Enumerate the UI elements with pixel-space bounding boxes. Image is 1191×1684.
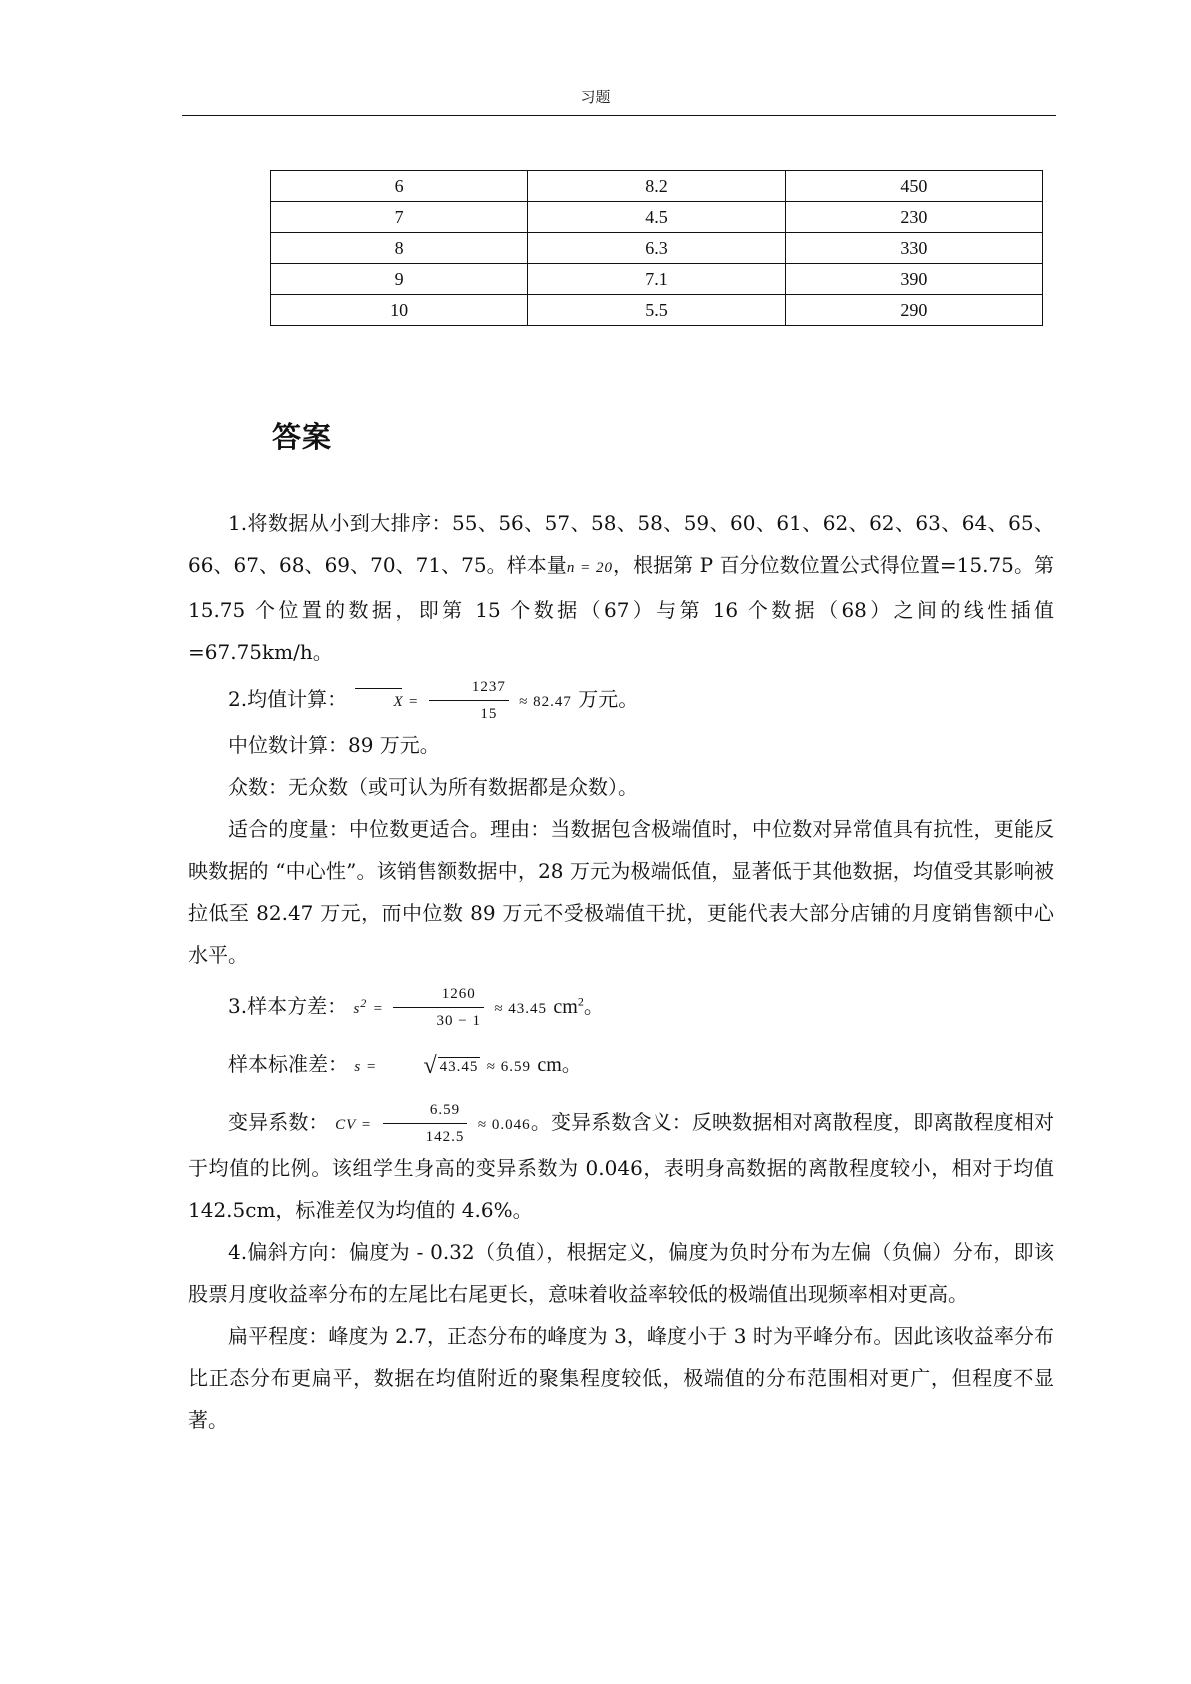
mean-numerator: 1237 [429,677,509,701]
sd-unit: cm。 [537,1054,582,1076]
variance-denominator: 30 − 1 [436,1013,481,1029]
table-row [271,264,1043,295]
variance-unit-base: cm [553,996,578,1018]
mean-symbol: X [353,681,402,723]
answer-4-kurtosis: 扁平程度：峰度为 2.7，正态分布的峰度为 3，峰度小于 3 时为平峰分布。因此该收益率分布比正态分布更扁平，数据在均值附近的聚集程度较低，极端值的分布范围相对更广，但程度不显著。 [188,1324,1054,1432]
variance-unit-exponent: 2 [577,994,584,1009]
data-table [270,170,1043,326]
table-cell: 5.5 [528,295,785,326]
table-cell: 450 [785,171,1042,202]
variance-label: 3.样本方差： [228,994,348,1018]
answer-4-skewness: 4.偏斜方向：偏度为 - 0.32（负值），根据定义，偏度为负时分布为左偏（负偏）分布，即该股票月度收益率分布的左尾比右尾更长，意味着收益率较低的极端值出现频率相对更高。 [188,1240,1054,1306]
variance-symbol [353,996,368,1017]
table-row [271,171,1043,202]
mean-label: 2.均值计算： [228,687,348,711]
mean-unit: 万元。 [578,687,639,711]
table-cell: 10 [271,295,528,326]
table-row [271,202,1043,233]
answer-3-sd [188,1043,1054,1088]
table-cell: 230 [785,202,1042,233]
answer-1-text-b: ，根据第 P 百分位数位置公式得位置=15.75。第 15.75 个位置的数据，即第 15 个数据（67）与第 16 个数据（68）之间的线性插值=67.75km/h。 [188,553,1054,664]
sd-radicand: 43.45 [439,1059,479,1075]
sd-result: ≈ 6.59 [486,1059,531,1075]
table-cell: 9 [271,264,528,295]
cv-lhs: CV = [335,1117,373,1133]
mean-denominator: 15 [480,706,498,722]
sd-lhs: s = [354,1059,378,1075]
cv-numerator: 6.59 [383,1100,468,1124]
table-cell: 6.3 [528,233,785,264]
variance-unit [553,996,583,1018]
table-cell: 7.1 [528,264,785,295]
variance-fraction [393,984,483,1031]
mean-equals: = [408,694,419,710]
answer-2-mean [188,677,1054,724]
variance-exponent: 2 [360,996,368,1010]
variance-equals: = [373,1001,384,1017]
answer-2-mode: 众数：无众数（或可认为所有数据都是众数）。 [228,775,638,799]
cv-fraction [383,1100,468,1147]
cv-text: 。变异系数含义：反映数据相对离散程度，即离散程度相对于均值的比例。该组学生身高的变异系数为 0.046，表明身高数据的离散程度较小，相对于均值 142.5cm，标准差仅为均值的 4.6%。 [188,1110,1055,1222]
sqrt-icon: √ [423,1053,438,1079]
variance-numerator: 1260 [393,984,483,1008]
cv-label: 变异系数： [228,1110,329,1134]
sd-sqrt [383,1045,480,1088]
section-heading-answers: 答案 [272,420,333,454]
sample-size-formula: n = 20 [566,560,614,576]
table-cell: 8 [271,233,528,264]
table-cell: 4.5 [528,202,785,233]
answer-2-median: 中位数计算：89 万元。 [228,733,440,757]
table-cell: 330 [785,233,1042,264]
mean-fraction [429,677,509,724]
table-row [271,295,1043,326]
running-header: 习题 [580,88,611,106]
sd-label: 样本标准差： [228,1052,348,1076]
table-cell: 6 [271,171,528,202]
answer-3-variance [188,984,1054,1031]
answer-1 [188,502,1054,673]
answer-3-cv [188,1100,1054,1231]
answer-1-text-a: 1.将数据从小到大排序：55、56、57、58、58、59、60、61、62、62、63、64、65、66、67、68、69、70、71、75。样本量 [188,511,1054,577]
table-cell: 290 [785,295,1042,326]
cv-result: ≈ 0.046 [477,1117,531,1133]
table-cell: 7 [271,202,528,233]
variance-end: 。 [583,994,604,1018]
variance-result: ≈ 43.45 [494,1001,548,1017]
table-row [271,233,1043,264]
answer-2-measure: 适合的度量：中位数更适合。理由：当数据包含极端值时，中位数对异常值具有抗性，更能反映数据的 “中心性”。该销售额数据中，28 万元为极端低值，显著低于其他数据，均值受其影响被拉低至 82.47 万元，而中位数 89 万元不受极端值干扰，更能代表大部分店铺的月度销售额中心水平。 [188,817,1054,967]
header-rule [182,115,1056,116]
cv-denominator: 142.5 [425,1129,465,1145]
table-cell: 390 [785,264,1042,295]
mean-result: ≈ 82.47 [519,694,572,710]
variance-s: s [353,1001,361,1017]
answers-body [188,502,1054,1441]
table-cell: 8.2 [528,171,785,202]
